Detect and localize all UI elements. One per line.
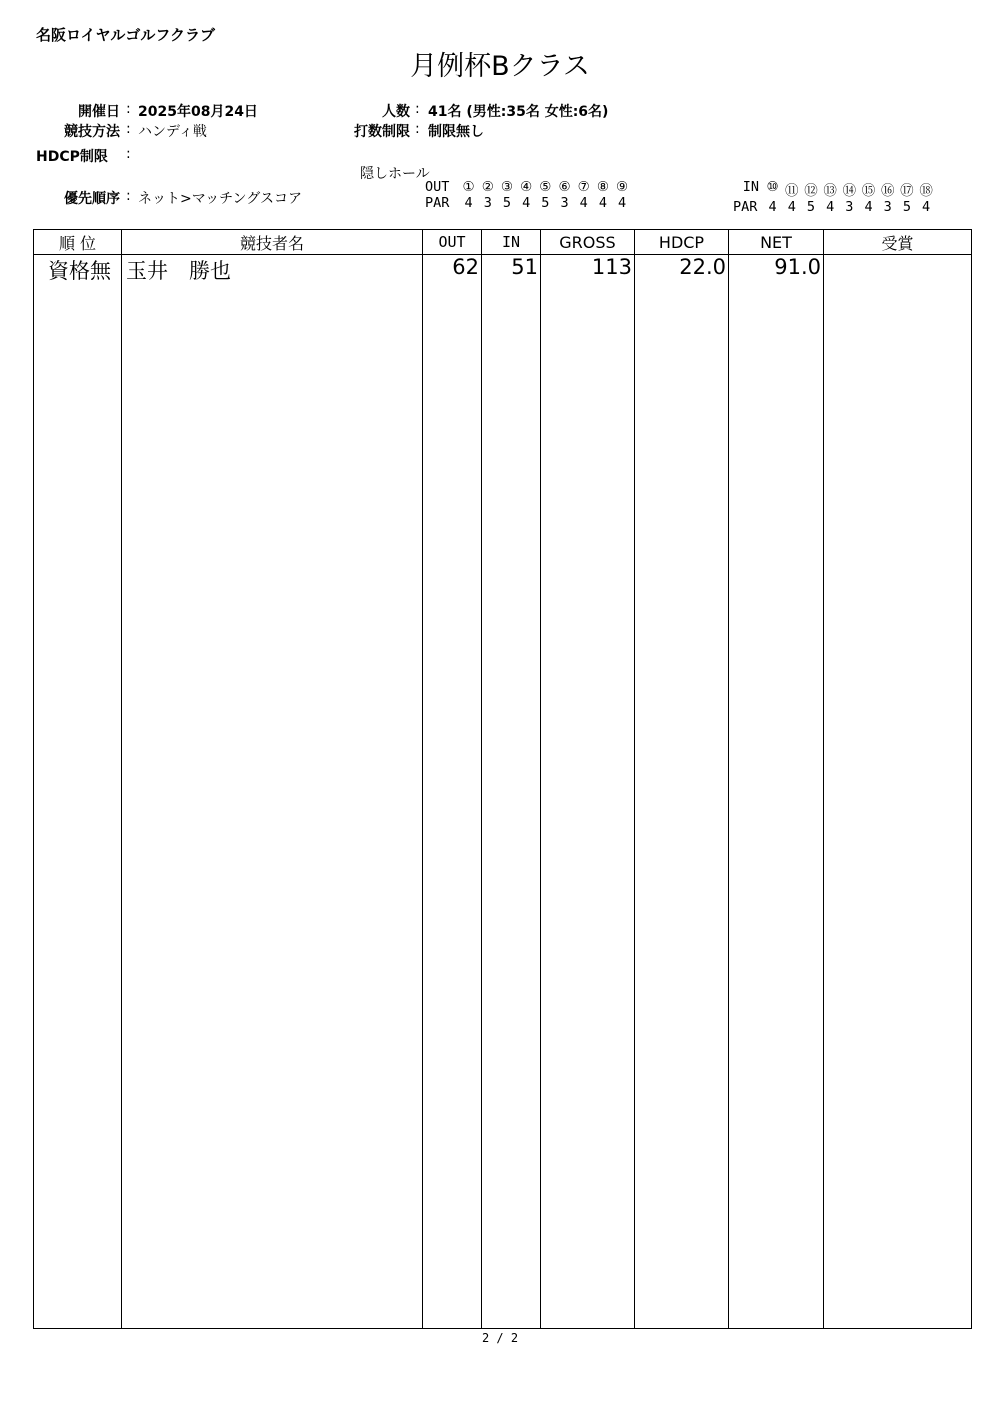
col-out-header: OUT (423, 230, 482, 255)
par-value: 5 (902, 199, 911, 215)
col-rank-header: 順 位 (34, 230, 122, 255)
empty-cell (635, 285, 729, 1329)
empty-cell (729, 285, 824, 1329)
priority-separator: : (126, 188, 131, 204)
empty-cell (34, 285, 122, 1329)
par-value: 4 (522, 195, 531, 211)
out-score-cell: 62 (423, 255, 482, 286)
empty-cell (122, 285, 423, 1329)
par-value: 5 (502, 195, 512, 211)
page-title: 月例杯Bクラス (410, 51, 590, 82)
empty-cell (482, 285, 541, 1329)
par-value: 4 (826, 199, 835, 215)
hole-number: ⑮ (861, 183, 876, 199)
par-value: 5 (541, 195, 550, 211)
col-net-header: NET (729, 230, 824, 255)
hole-number: ⑥ (558, 179, 571, 195)
out-holes-block (425, 179, 632, 211)
page-number: 2 / 2 (481, 1331, 519, 1345)
players-label: 人数 (382, 104, 410, 120)
empty-cell (423, 285, 482, 1329)
col-gross-header: GROSS (541, 230, 635, 255)
priority-value: ネット>マッチングスコア (138, 191, 303, 207)
table-header-row (34, 230, 972, 255)
hole-number: ⑫ (804, 183, 818, 199)
par-value: 4 (787, 199, 796, 215)
par-value: 3 (883, 199, 892, 215)
par-value: 4 (579, 195, 588, 211)
par-value: 4 (464, 195, 473, 211)
out-par-values (425, 195, 632, 211)
priority-label: 優先順序 (64, 191, 120, 207)
col-award-header: 受賞 (824, 230, 972, 255)
hole-number: ⑪ (785, 183, 799, 199)
club-name: 名阪ロイヤルゴルフクラブ (36, 26, 215, 44)
hole-number: ⑧ (596, 179, 609, 195)
hole-number: ⑦ (577, 179, 590, 195)
hole-number: ① (462, 179, 475, 195)
hole-number: ② (481, 179, 494, 195)
empty-cell (824, 285, 972, 1329)
hole-number: ⑨ (616, 179, 629, 195)
hdcp-cell: 22.0 (635, 255, 729, 286)
par-value: 4 (768, 199, 777, 215)
par-value: 5 (806, 199, 816, 215)
hole-number: ④ (520, 179, 533, 195)
method-value: ハンディ戦 (138, 124, 207, 140)
hole-number: ⑬ (823, 183, 837, 199)
date-value: 2025年08月24日 (138, 104, 258, 120)
par-label: PAR (733, 199, 758, 215)
gross-score-cell: 113 (541, 255, 635, 286)
hidden-holes-label: 隠しホール (360, 166, 430, 182)
col-hdcp-header: HDCP (635, 230, 729, 255)
hdcp-limit-label: HDCP制限 (36, 149, 108, 165)
date-separator: : (126, 101, 131, 117)
par-value: 4 (598, 195, 607, 211)
stroke-limit-value: 制限無し (428, 124, 484, 140)
par-label: PAR (425, 195, 450, 211)
award-cell (824, 255, 972, 286)
method-label: 競技方法 (64, 124, 120, 140)
par-value: 3 (483, 195, 492, 211)
hole-number: ⑱ (919, 183, 933, 199)
players-value: 41名 (男性:35名 女性:6名) (428, 104, 609, 120)
col-name-header: 競技者名 (122, 230, 423, 255)
rank-cell: 資格無 (34, 255, 122, 286)
par-value: 3 (845, 199, 854, 215)
results-table (33, 229, 972, 1329)
in-holes-block (733, 179, 936, 215)
hole-number: ⑭ (842, 183, 857, 199)
player-name-cell: 玉井 勝也 (122, 255, 423, 286)
in-par-values (733, 199, 936, 215)
col-in-header: IN (482, 230, 541, 255)
empty-cell (541, 285, 635, 1329)
hole-number: ③ (500, 179, 514, 195)
out-label: OUT (425, 179, 450, 195)
par-value: 4 (864, 199, 873, 215)
par-value: 4 (618, 195, 627, 211)
in-hole-numbers (733, 179, 936, 199)
date-label: 開催日 (78, 104, 120, 120)
in-score-cell: 51 (482, 255, 541, 286)
stroke-limit-label: 打数制限 (354, 124, 410, 140)
net-score-cell: 91.0 (729, 255, 824, 286)
in-label: IN (742, 179, 759, 195)
hole-number: ⑰ (900, 183, 914, 199)
method-separator: : (126, 121, 131, 137)
hole-number: ⑯ (880, 183, 895, 199)
players-separator: : (415, 101, 420, 117)
par-value: 3 (560, 195, 569, 211)
par-value: 4 (922, 199, 931, 215)
hole-number: ⑩ (766, 179, 779, 195)
table-row (34, 255, 972, 286)
hdcp-limit-separator: : (126, 146, 131, 162)
out-hole-numbers (425, 179, 632, 195)
hole-number: ⑤ (539, 179, 552, 195)
table-empty-space (34, 285, 972, 1329)
stroke-limit-separator: : (415, 121, 420, 137)
